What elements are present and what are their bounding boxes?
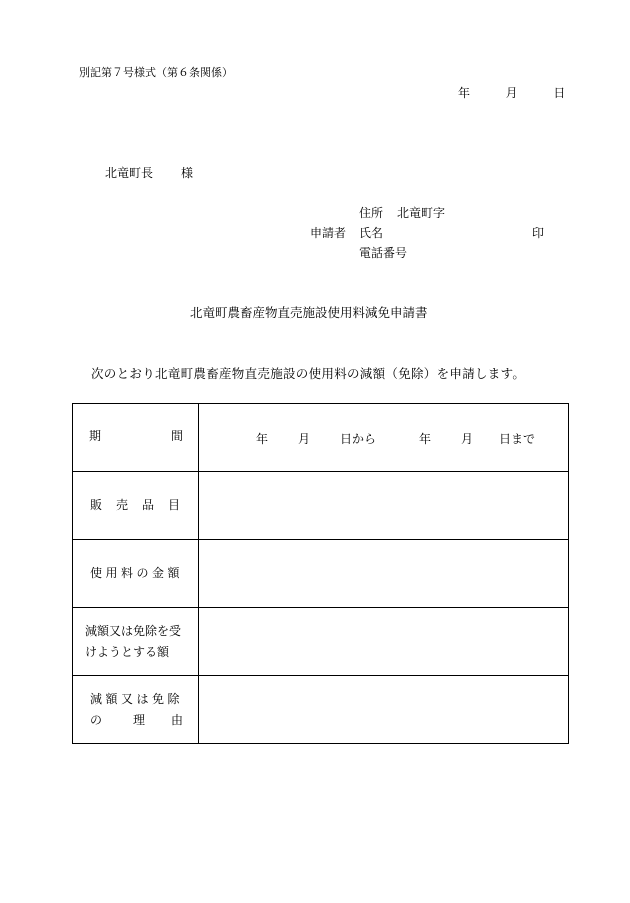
date-line (458, 86, 565, 100)
applicant-label: 申請者 (310, 226, 347, 240)
period-label-a: 期 (89, 429, 102, 443)
row-reduction-amount (73, 608, 569, 676)
period-value-cell[interactable] (199, 404, 569, 472)
date-month: 月 (505, 86, 518, 100)
reason-label-cell (73, 676, 199, 744)
reduction-amount-label-cell (73, 608, 199, 676)
start-year: 年 (256, 432, 269, 446)
items-label-cell (73, 472, 199, 540)
intro-text: 次のとおり北竜町農畜産物直売施設の使用料の減額（免除）を申請します。 (91, 366, 526, 381)
application-table (72, 403, 569, 744)
end-day: 日まで (499, 432, 536, 446)
row-reason (73, 676, 569, 744)
reduction-amount-line-1: 減額又は免除を受 (85, 624, 182, 638)
reduction-amount-value-cell[interactable] (199, 608, 569, 676)
period-label-b: 間 (171, 429, 184, 443)
applicant-address (359, 206, 445, 220)
items-char-2: 売 (116, 498, 129, 512)
addressee (105, 166, 193, 180)
date-year: 年 (458, 86, 471, 100)
addressee-honorific: 様 (181, 166, 194, 180)
period-label-cell (73, 404, 199, 472)
reason-char-no: の (90, 713, 103, 727)
name-label: 氏名 (359, 226, 384, 240)
items-char-4: 目 (168, 498, 181, 512)
items-char-1: 販 (90, 498, 103, 512)
seal-mark: 印 (532, 226, 545, 240)
end-year: 年 (419, 432, 432, 446)
fee-value-cell[interactable] (199, 540, 569, 608)
fee-label: 使用料の金額 (90, 566, 184, 580)
row-items (73, 472, 569, 540)
start-month: 月 (298, 432, 311, 446)
fee-label-cell (73, 540, 199, 608)
end-month: 月 (461, 432, 474, 446)
address-label: 住所 (359, 206, 384, 220)
reduction-amount-line-2: けようとする額 (85, 645, 170, 659)
form-reference: 別記第７号様式（第６条関係） (79, 66, 233, 79)
items-char-3: 品 (142, 498, 155, 512)
start-day: 日から (340, 432, 377, 446)
date-day: 日 (553, 86, 566, 100)
addressee-name: 北竜町長 (105, 166, 154, 180)
reason-char-yu: 由 (171, 713, 184, 727)
items-value-cell[interactable] (199, 472, 569, 540)
phone-label: 電話番号 (359, 246, 408, 260)
reason-char-ri: 理 (133, 713, 146, 727)
reason-value-cell[interactable] (199, 676, 569, 744)
document-title: 北竜町農畜産物直売施設使用料減免申請書 (190, 305, 428, 320)
address-value: 北竜町字 (397, 206, 446, 220)
row-fee (73, 540, 569, 608)
reason-line-1: 減額又は免除 (90, 692, 184, 706)
row-period (73, 404, 569, 472)
